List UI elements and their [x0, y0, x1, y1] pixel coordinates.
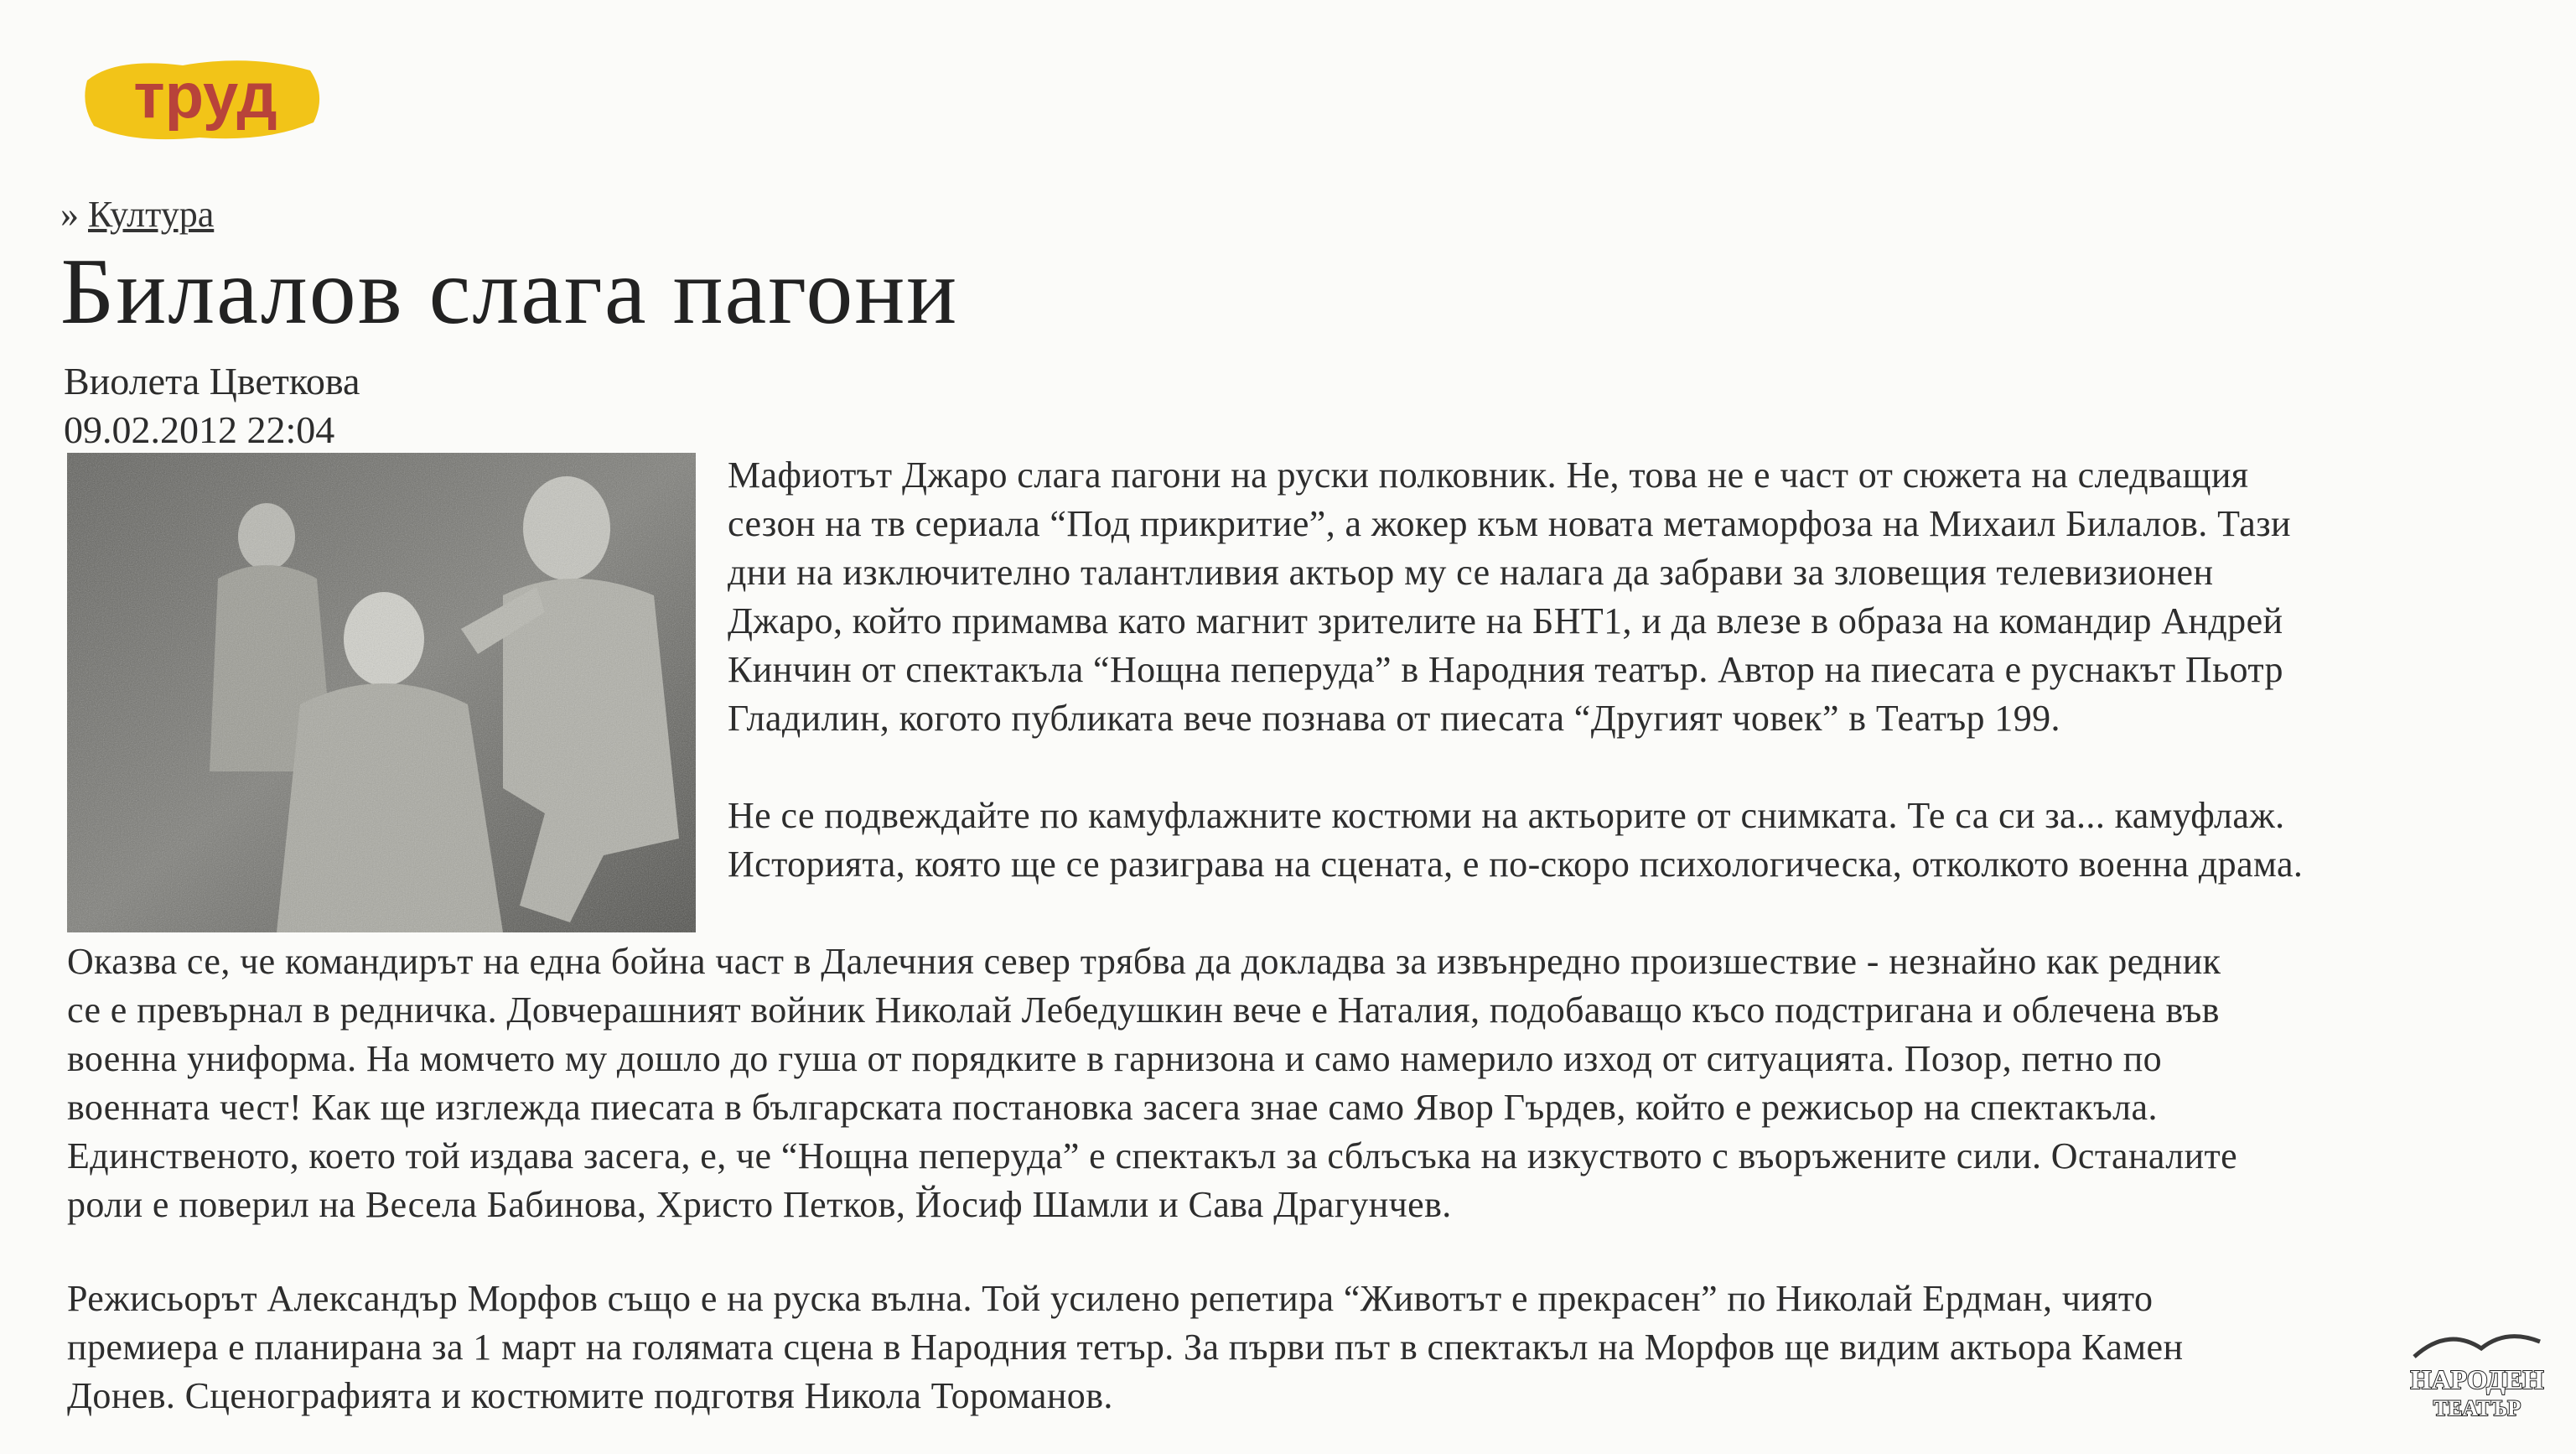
article-paragraph-2 [728, 792, 2513, 889]
paragraph-line: се е превърнал в редничка. Довчерашният войник Николай Лебедушкин вече е Наталия, подобаващо късо подстригана и облечена във [67, 989, 2220, 1031]
paragraph-line: сезон на тв сериала “Под прикритие”, а жокер към новата метаморфоза на Михаил Билалов. Тази [728, 503, 2291, 544]
logo-text: труд [133, 60, 277, 132]
paragraph-line: военна униформа. На момчето му дошло до гуша от порядките в гарнизона и само намерило изход от ситуацията. Позор, петно по [67, 1038, 2163, 1079]
newspaper-logo [82, 45, 329, 149]
paragraph-line: Кинчин от спектакъла “Нощна пеперуда” в Народния театър. Автор на пиесата е руснакът Пьотр [728, 649, 2283, 690]
paragraph-line: Донев. Сценографията и костюмите подготвя Никола Тороманов. [67, 1375, 1113, 1416]
article-photo [67, 453, 696, 932]
paragraph-line: Оказва се, че командирът на една бойна част в Далечния север трябва да докладва за извънредно произшествие - незнайно как редник [67, 941, 2221, 982]
paragraph-line: Историята, която ще се разиграва на сцената, е по-скоро психологическа, отколкото военна драма. [728, 844, 2304, 885]
stamp-line-1: НАРОДЕН [2410, 1364, 2544, 1394]
breadcrumb [60, 193, 214, 236]
stamp-line-2: ТЕАТЪР [2433, 1396, 2522, 1420]
paragraph-line: роли е поверил на Весела Бабинова, Христо Петков, Йосиф Шамли и Сава Драгунчев. [67, 1184, 1452, 1225]
breadcrumb-link-culture[interactable]: Култура [88, 194, 215, 235]
paragraph-line: Гладилин, когото публиката вече познава от пиесата “Другият човек” в Театър 199. [728, 698, 2060, 739]
national-theatre-stamp [2397, 1323, 2557, 1422]
article-paragraph-1 [728, 451, 2513, 743]
breadcrumb-marker: » [60, 194, 79, 235]
paragraph-line: военната чест! Как ще изглежда пиесата в българската постановка засега знае само Явор Гърдев, който е режисьор на спектакъла. [67, 1087, 2158, 1128]
article-paragraph-3 [67, 937, 2498, 1229]
paragraph-line: Мафиотът Джаро слага пагони на руски полковник. Не, това не е част от сюжета на следващия [728, 454, 2249, 496]
paragraph-line: Джаро, който примамва като магнит зрителите на БНТ1, и да влезе в образа на командир Андрей [728, 600, 2283, 641]
article-title: Билалов слага пагони [60, 240, 959, 344]
paragraph-line: премиера е планирана за 1 март на голямата сцена в Народния тетър. За първи път в спектакъл на Морфов ще видим актьора Камен [67, 1327, 2184, 1368]
article-author: Виолета Цветкова [64, 360, 360, 402]
article-date: 09.02.2012 22:04 [64, 408, 335, 451]
paragraph-line: Единственото, което той издава засега, е, че “Нощна пеперуда” е спектакъл за сблъсъка на изкуството с въоръжените сили. Останалите [67, 1135, 2238, 1176]
paragraph-line: Режисьорът Александър Морфов също е на руска вълна. Той усилено репетира “Животът е прекрасен” по Николай Ердман, чиято [67, 1278, 2154, 1319]
paragraph-line: дни на изключително талантливия актьор му се налага да забрави за зловещия телевизионен [728, 552, 2214, 593]
paragraph-line: Не се подвеждайте по камуфлажните костюми на актьорите от снимката. Те са си за... камуфлаж. [728, 795, 2285, 836]
article-paragraph-4 [67, 1275, 2498, 1420]
